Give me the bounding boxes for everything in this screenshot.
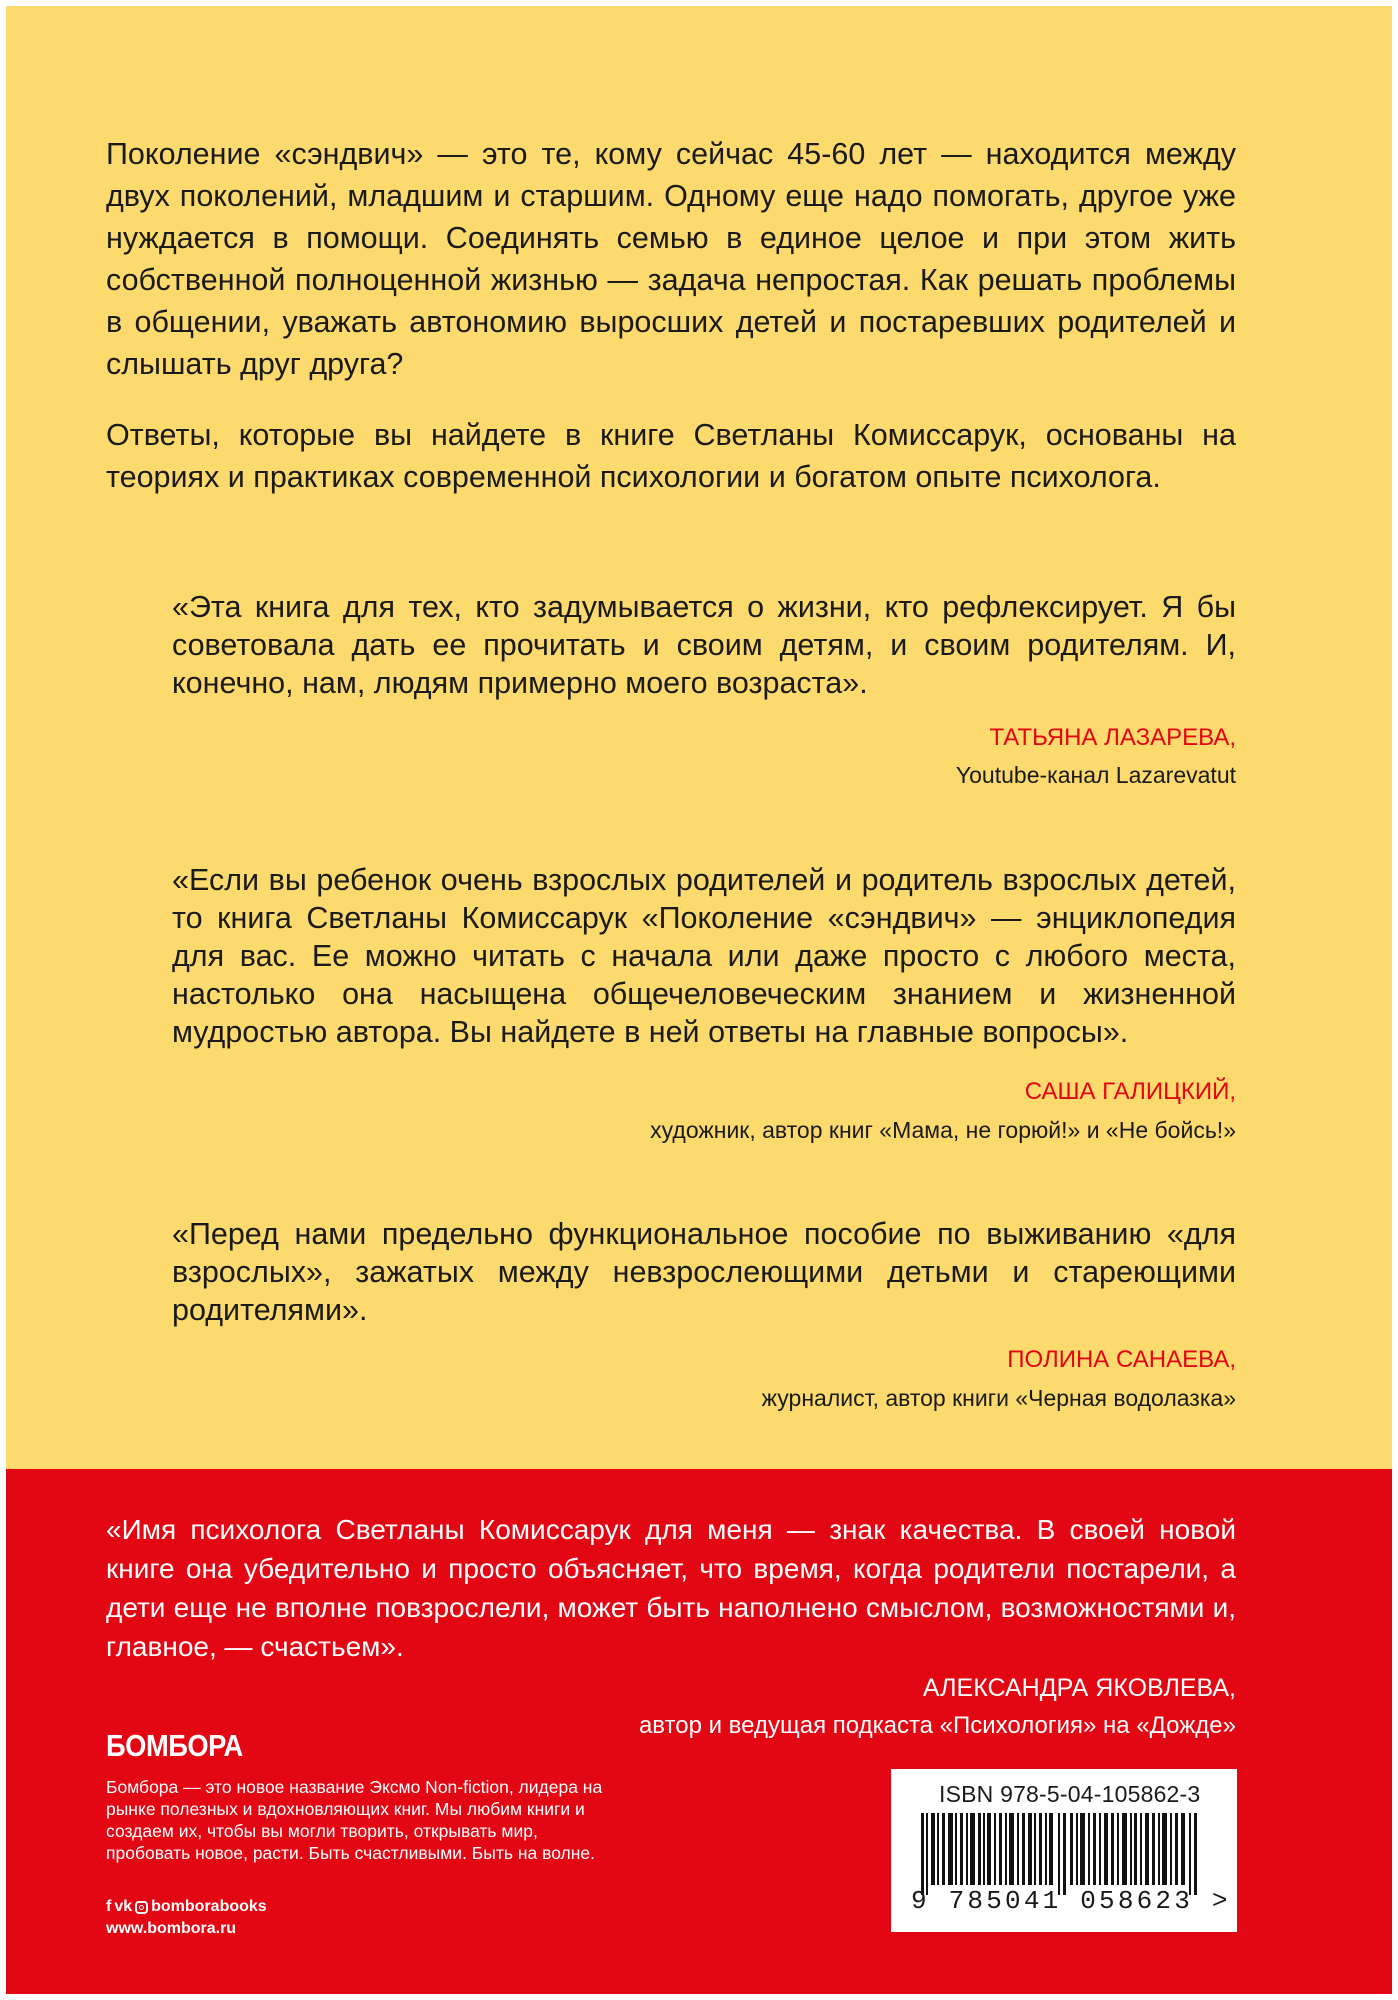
review-author-role-3: журналист, автор книги «Черная водолазка» [761, 1385, 1236, 1411]
intro-paragraph-2: Ответы, которые вы найдете в книге Светланы Комиссарук, основаны на теориях и практиках современной психологии и богатом опыте психолога. [106, 418, 1236, 494]
review-quote-1: «Эта книга для тех, кто задумывается о жизни, кто рефлексирует. Я бы советовала дать ее прочитать и своим детям, и своим родителям. И, конечно, нам, людям примерно моего возраста». [172, 590, 1236, 700]
publisher-logo: БОМБОРА [106, 1728, 243, 1763]
review-author-role-1: Youtube-канал Lazarevatut [955, 762, 1236, 788]
red-panel [6, 1469, 1392, 1994]
review-author-1: ТАТЬЯНА ЛАЗАРЕВА, [989, 724, 1236, 751]
instagram-icon[interactable] [135, 1901, 148, 1914]
review-author-role-2: художник, автор книг «Мама, не горюй!» и «Не бойсь!» [650, 1117, 1236, 1143]
facebook-icon[interactable]: f [106, 1898, 112, 1915]
isbn-label: ISBN 978-5-04-105862-3 [939, 1781, 1201, 1807]
isbn-barcode [891, 1769, 1237, 1932]
vk-icon[interactable]: vk [114, 1898, 133, 1915]
publisher-description: Бомбора — это новое название Эксмо Non-fiction, лидера на рынке полезных и вдохновляющих книг. Мы любим книги и создаем их, чтобы вы могли творить, открывать мир, пробовать новое, расти. Быть счастливыми. Быть на волне. [106, 1777, 603, 1863]
review-quote-2: «Если вы ребенок очень взрослых родителей и родитель взрослых детей, то книга Светланы Комиссарук «Поколение «сэндвич» — энциклопедия для вас. Ее можно читать с начала или даже просто с любого места, настолько она насыщена общечеловеческим знанием и жизненной мудростью автора. Вы найдете в ней ответы на главные вопросы». [172, 863, 1236, 1049]
review-quote-4: «Имя психолога Светланы Комиссарук для меня — знак качества. В своей новой книге она убедительно и просто объясняет, что время, когда родители постарели, а дети еще не вполне повзрослели, может быть наполнено смыслом, возможностями и, главное, — счастьем». [106, 1514, 1236, 1662]
yellow-panel [6, 6, 1392, 1469]
social-handle[interactable]: bomborabooks [151, 1898, 267, 1915]
book-back-cover [6, 6, 1392, 1994]
review-author-3: ПОЛИНА САНАЕВА, [1007, 1346, 1236, 1373]
social-links [106, 1898, 267, 1916]
publisher-website[interactable]: www.bombora.ru [106, 1920, 237, 1937]
isbn-digits: 9 785041 058623 > [911, 1886, 1231, 1916]
review-author-2: САША ГАЛИЦКИЙ, [1024, 1078, 1236, 1105]
review-author-4: АЛЕКСАНДРА ЯКОВЛЕВА, [922, 1674, 1236, 1702]
intro-paragraph-1: Поколение «сэндвич» — это те, кому сейчас 45-60 лет — находится между двух поколений, младшим и старшим. Одному еще надо помогать, другое уже нуждается в помощи. Соединять семью в единое целое и при этом жить собственной полноценной жизнью — задача непростая. Как решать проблемы в общении, уважать автономию выросших детей и постаревших родителей и слышать друг друга? [106, 137, 1236, 381]
barcode-bars [921, 1813, 1211, 1895]
review-author-role-4: автор и ведущая подкаста «Психология» на «Дожде» [638, 1712, 1236, 1739]
review-quote-3: «Перед нами предельно функциональное пособие по выживанию «для взрослых», зажатых между невзрослеющими детьми и стареющими родителями». [172, 1217, 1236, 1327]
